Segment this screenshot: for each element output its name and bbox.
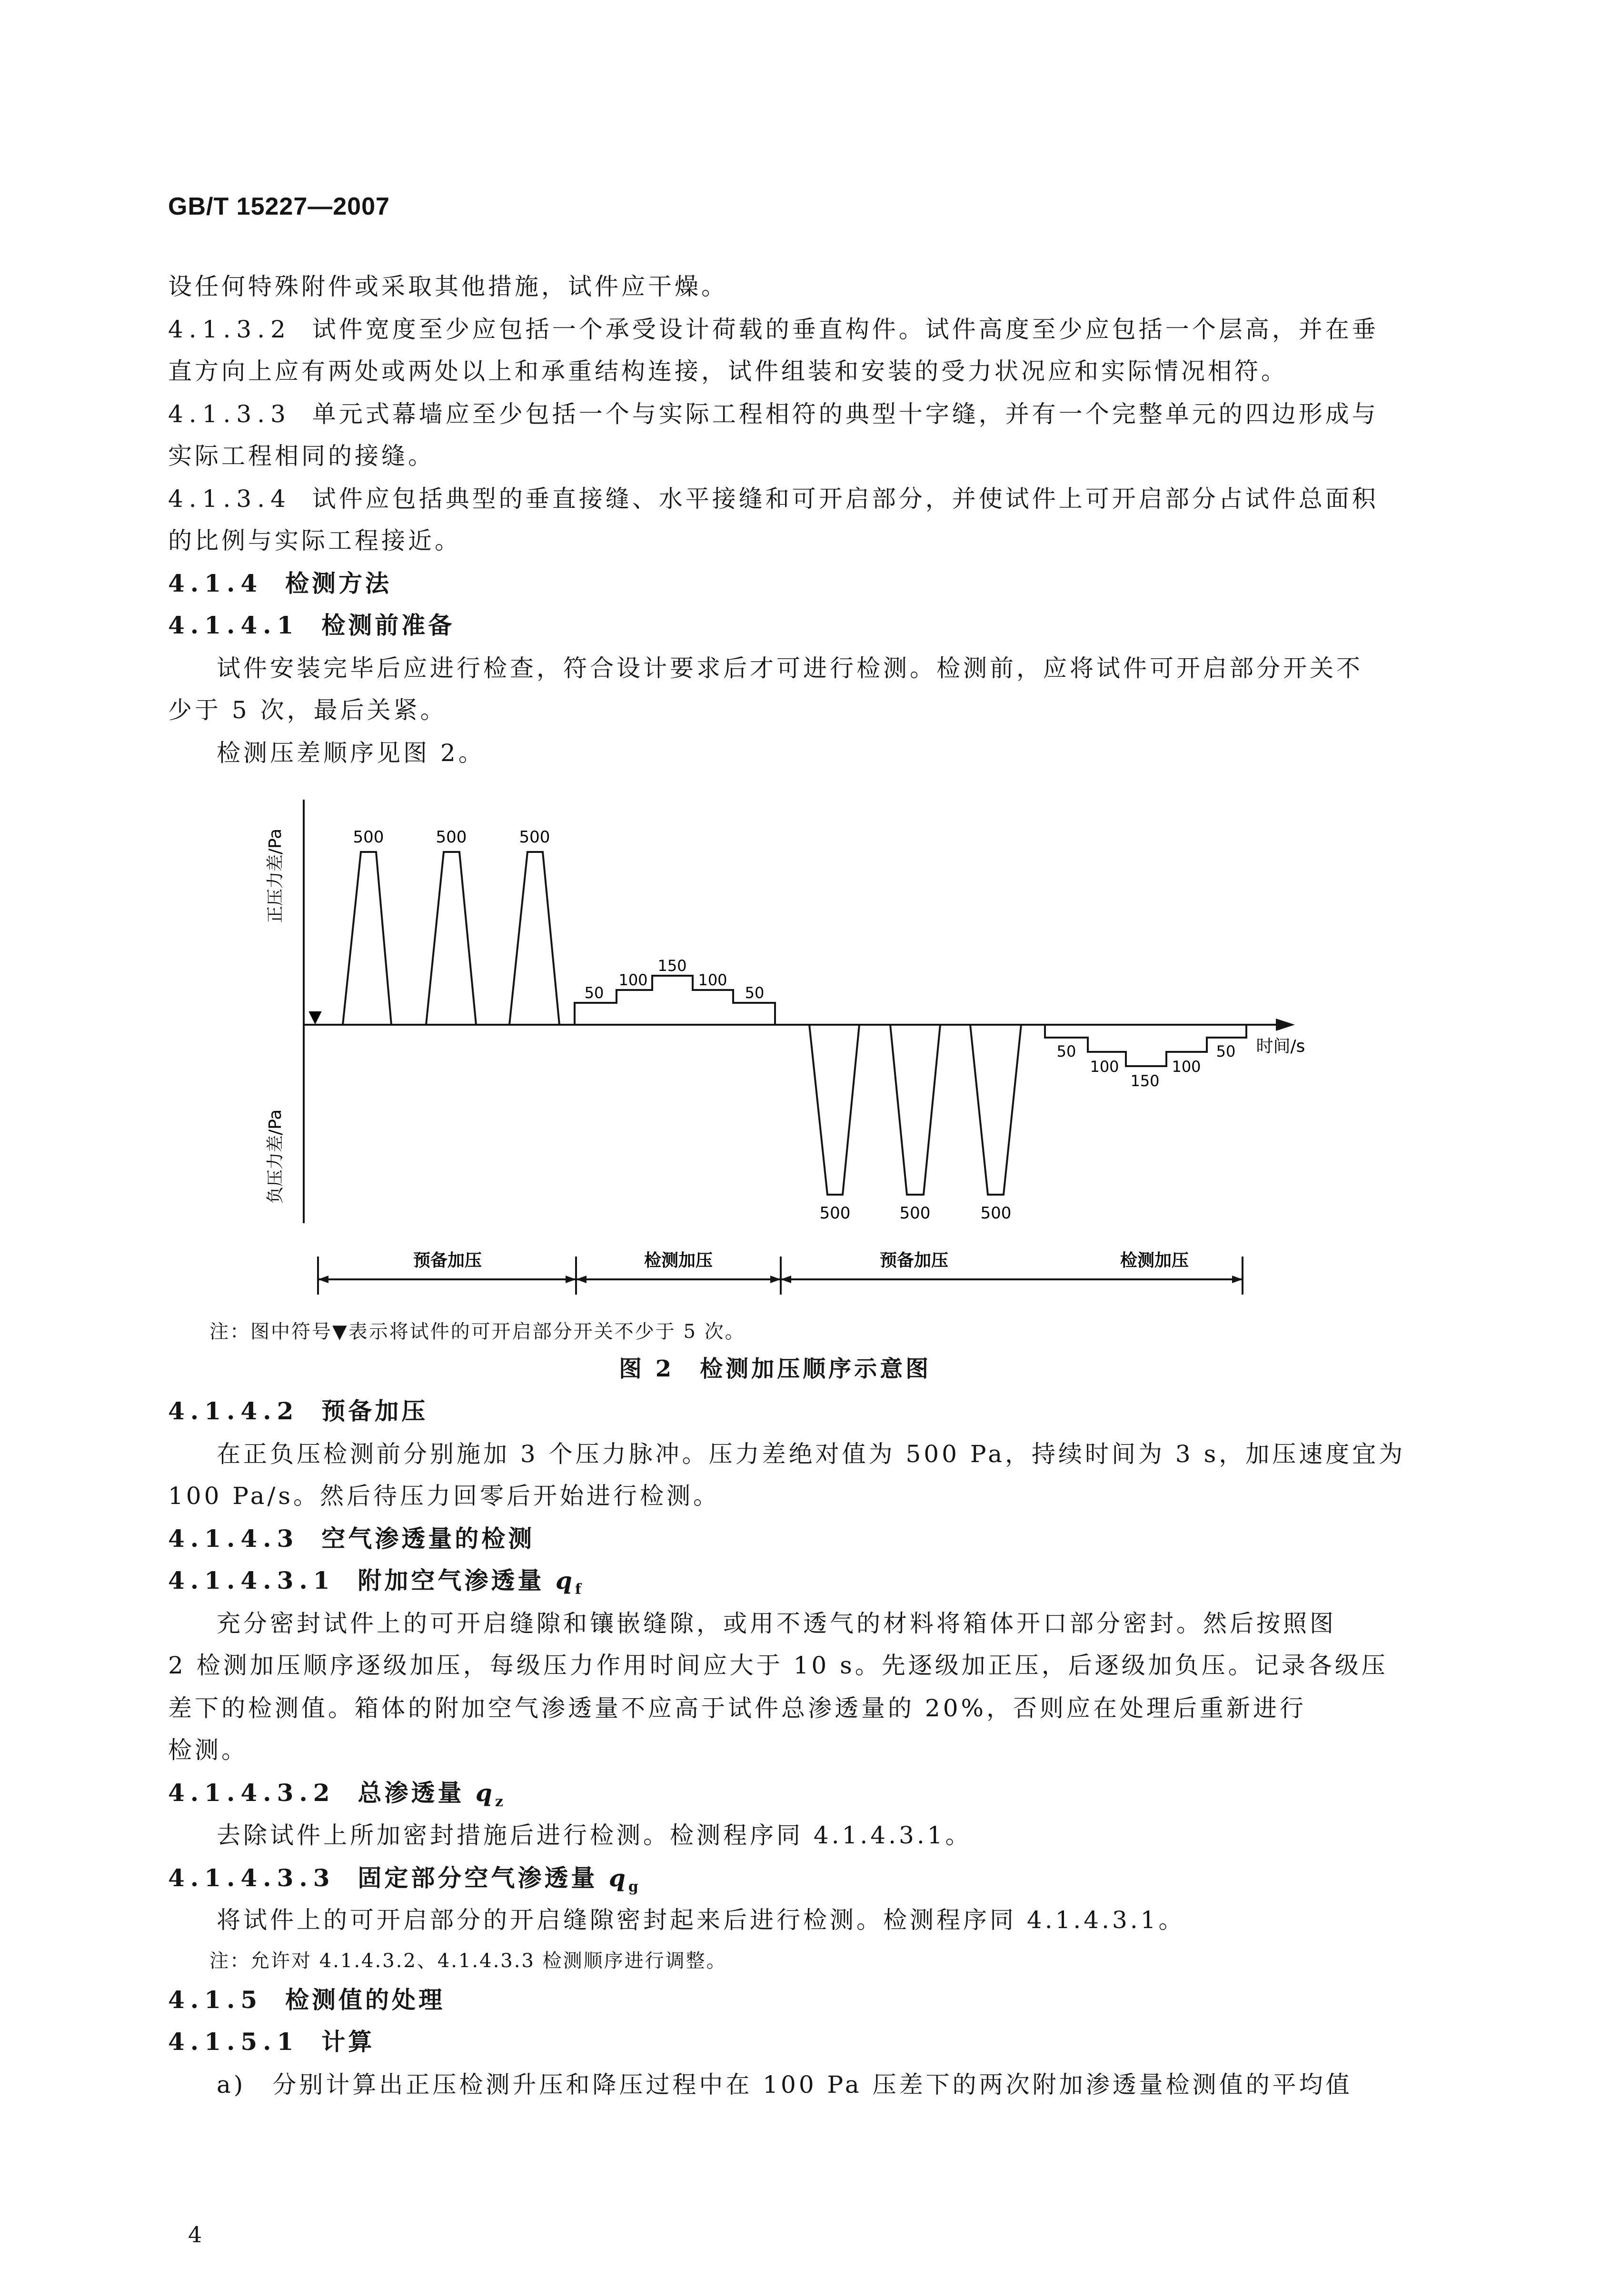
page-number: 4 (188, 2222, 202, 2247)
clause-number: 4.1.3.4 (168, 485, 291, 513)
pulse-label: 500 (899, 1204, 931, 1223)
pulse-label: 500 (436, 828, 467, 847)
section-number: 4.1.4.3.3 (168, 1864, 336, 1892)
paragraph-line: 充分密封试件上的可开启缝隙和镶嵌缝隙，或用不透气的材料将箱体开口部分密封。然后按照图 (217, 1610, 1336, 1637)
figure-note: 注：图中符号▼表示将试件的可开启部分开关不少于 5 次。 (209, 1321, 746, 1343)
step-label: 50 (584, 984, 604, 1002)
switch-marker-symbol: ▼ (308, 1007, 322, 1027)
pulse-label: 500 (353, 828, 384, 847)
step-label: 100 (1090, 1058, 1119, 1076)
section-number: 4.1.5.1 (168, 2028, 299, 2056)
section-4-1-5-heading (168, 1986, 445, 2014)
step-label: 50 (745, 984, 765, 1002)
y-axis-negative-label: 负压力差/Pa (266, 1109, 285, 1204)
x-axis-label: 时间/s (1256, 1037, 1305, 1056)
section-number: 4.1.4.3 (168, 1524, 299, 1553)
symbol-q: q (608, 1864, 628, 1892)
section-title: 计算 (321, 2028, 375, 2056)
clause-number: 4.1.3.2 (168, 316, 291, 343)
section-4-1-4-3-1-heading (168, 1566, 584, 1604)
paragraph-line: 试件安装完毕后应进行检查，符合设计要求后才可进行检测。检测前，应将试件可开启部分开关不 (217, 654, 1363, 682)
paragraph-line: 实际工程相同的接缝。 (168, 442, 435, 470)
paragraph-line: 在正负压检测前分别施加 3 个压力脉冲。压力差绝对值为 500 Pa，持续时间为 3 s，加压速度宜为 (217, 1440, 1406, 1468)
section-title: 预备加压 (321, 1397, 428, 1425)
paragraph-line: 差下的检测值。箱体的附加空气渗透量不应高于试件总渗透量的 20%，否则应在处理后重新进行 (168, 1694, 1307, 1722)
phase-label: 预备加压 (413, 1251, 482, 1270)
paragraph-line: 直方向上应有两处或两处以上和承重结构连接，试件组装和安装的受力状况应和实际情况相符。 (168, 357, 1288, 385)
step-label: 150 (657, 957, 687, 975)
section-4-1-4-2-heading (168, 1397, 428, 1425)
section-title: 附加空气渗透量 (358, 1566, 545, 1594)
clause-text: 单元式幕墙应至少包括一个与实际工程相符的典型十字缝，并有一个完整单元的四边形成与 (312, 400, 1379, 428)
paragraph-line: 少于 5 次，最后关紧。 (168, 696, 447, 724)
paragraph-line: 的比例与实际工程接近。 (168, 527, 461, 554)
step-label: 100 (1172, 1058, 1201, 1076)
section-4-1-4-3-heading (168, 1524, 535, 1553)
paragraph-line: 将试件上的可开启部分的开启缝隙密封起来后进行检测。检测程序同 4.1.4.3.1。 (217, 1906, 1185, 1934)
step-label: 50 (1216, 1042, 1236, 1060)
paragraph-line: 2 检测加压顺序逐级加压，每级压力作用时间应大于 10 s。先逐级加正压，后逐级加负压。记录各级压 (168, 1652, 1388, 1679)
symbol-q: q (475, 1779, 495, 1807)
clause-text: 试件应包括典型的垂直接缝、水平接缝和可开启部分，并使试件上可开启部分占试件总面积 (312, 485, 1379, 513)
pulse-label: 500 (519, 828, 550, 847)
section-number: 4.1.4.2 (168, 1397, 299, 1425)
section-title: 检测值的处理 (285, 1986, 446, 2014)
y-axis-positive-label: 正压力差/Pa (266, 828, 285, 923)
section-4-1-5-1-heading (168, 2028, 375, 2056)
section-number: 4.1.4.1 (168, 611, 299, 639)
step-label: 100 (698, 971, 727, 989)
symbol-subscript: f (575, 1581, 584, 1598)
symbol-subscript: g (628, 1879, 641, 1895)
step-label: 100 (618, 971, 648, 989)
step-label: 150 (1130, 1072, 1160, 1090)
symbol-subscript: z (495, 1793, 506, 1810)
section-4-1-4-3-3-heading (168, 1864, 641, 1901)
section-4-1-4-3-2-heading (168, 1779, 506, 1816)
figure-caption: 图 2 检测加压顺序示意图 (619, 1356, 932, 1382)
section-title: 固定部分空气渗透量 (358, 1864, 598, 1892)
pulse-label: 500 (819, 1204, 851, 1223)
section-title: 检测前准备 (321, 611, 455, 639)
section-number: 4.1.5 (168, 1986, 263, 2014)
standard-code-header: GB/T 15227—2007 (168, 193, 390, 220)
phase-label: 检测加压 (644, 1251, 713, 1270)
symbol-q: q (555, 1566, 575, 1594)
section-number: 4.1.4 (168, 569, 263, 597)
note-line: 注：允许对 4.1.4.3.2、4.1.4.3.3 检测顺序进行调整。 (209, 1950, 727, 1972)
list-item-a: a) 分别计算出正压检测升压和降压过程中在 100 Pa 压差下的两次附加渗透量检测值的平均值 (217, 2071, 1352, 2098)
step-label: 50 (1056, 1042, 1076, 1060)
section-title: 总渗透量 (358, 1779, 465, 1807)
phase-label: 检测加压 (1120, 1251, 1189, 1270)
section-title: 检测方法 (285, 569, 392, 597)
section-number: 4.1.4.3.2 (168, 1779, 336, 1807)
phase-label: 预备加压 (879, 1251, 949, 1270)
pulse-label: 500 (980, 1204, 1012, 1223)
paragraph-line: 100 Pa/s。然后待压力回零后开始进行检测。 (168, 1482, 720, 1510)
clause-number: 4.1.3.3 (168, 400, 291, 428)
paragraph-line: 检测。 (168, 1736, 248, 1764)
clause-text: 试件宽度至少应包括一个承受设计荷载的垂直构件。试件高度至少应包括一个层高，并在垂 (312, 316, 1379, 343)
paragraph-line: 设任何特殊附件或采取其他措施，试件应干燥。 (168, 273, 728, 300)
section-number: 4.1.4.3.1 (168, 1566, 336, 1594)
paragraph-line: 检测压差顺序见图 2。 (217, 739, 485, 767)
paragraph-line: 去除试件上所加密封措施后进行检测。检测程序同 4.1.4.3.1。 (217, 1821, 972, 1849)
section-title: 空气渗透量的检测 (321, 1524, 535, 1553)
